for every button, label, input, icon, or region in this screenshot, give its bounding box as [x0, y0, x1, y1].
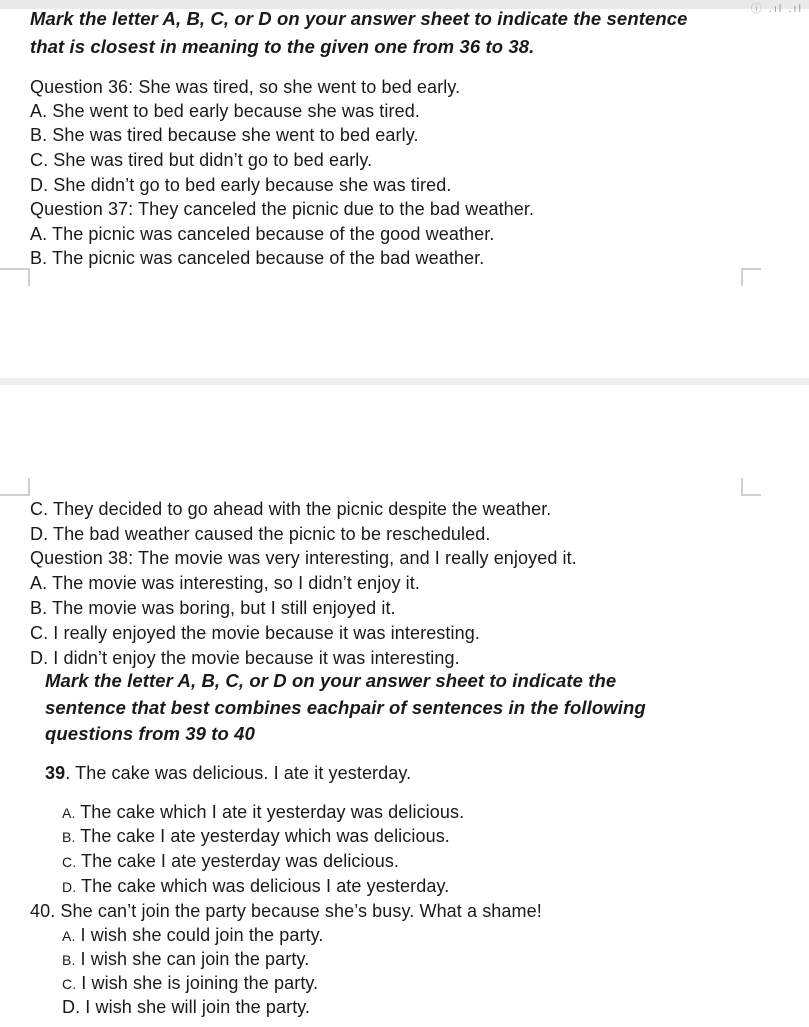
q39-option-d[interactable]: [62, 875, 449, 898]
q39-option-a[interactable]: [62, 801, 464, 824]
section2-instruction-line3: questions from 39 to 40: [45, 723, 255, 744]
option-letter: D.: [62, 879, 77, 895]
q40-option-d[interactable]: [62, 996, 310, 1018]
q40-option-a[interactable]: [62, 924, 324, 947]
q38-option-c[interactable]: C. I really enjoyed the movie because it was interesting.: [30, 623, 480, 643]
page-corner-mark: [741, 478, 761, 496]
option-letter: C.: [62, 976, 77, 992]
option-letter: A.: [62, 805, 76, 821]
q39-question: [45, 762, 411, 784]
page-corner-mark: [0, 478, 30, 496]
q38-option-a[interactable]: A. The movie was interesting, so I didn’t enjoy it.: [30, 573, 420, 593]
section2-instruction-line1: Mark the letter A, B, C, or D on your answer sheet to indicate the: [45, 670, 617, 691]
section1-instruction-line1: Mark the letter A, B, C, or D on your answer sheet to indicate the sentence: [30, 8, 688, 29]
option-text: I wish she could join the party.: [75, 925, 324, 945]
q36-option-d[interactable]: D. She didn’t go to bed early because she was tired.: [30, 175, 452, 195]
option-letter: C.: [62, 854, 77, 870]
page-corner-mark: [741, 268, 761, 286]
q40-option-b[interactable]: [62, 948, 309, 971]
q37-option-c[interactable]: C. They decided to go ahead with the picnic despite the weather.: [30, 499, 552, 519]
option-letter: D.: [62, 997, 81, 1017]
section2-instruction-line2: sentence that best combines eachpair of sentences in the following: [45, 697, 646, 718]
q37-option-b[interactable]: B. The picnic was canceled because of the bad weather.: [30, 248, 485, 268]
page-break: [0, 378, 809, 385]
q39-question-text: . The cake was delicious. I ate it yesterday.: [65, 763, 412, 783]
page-corner-mark: [0, 268, 30, 286]
q40-question: 40. She can’t join the party because she’s busy. What a shame!: [30, 901, 542, 921]
q36-option-a[interactable]: A. She went to bed early because she was tired.: [30, 101, 420, 121]
q37-question: Question 37: They canceled the picnic due to the bad weather.: [30, 199, 535, 219]
q38-question: Question 38: The movie was very interesting, and I really enjoyed it.: [30, 548, 577, 568]
option-text: The cake I ate yesterday was delicious.: [76, 851, 400, 871]
option-text: I wish she can join the party.: [75, 949, 310, 969]
q36-option-b[interactable]: B. She was tired because she went to bed early.: [30, 125, 419, 145]
q39-option-b[interactable]: [62, 825, 450, 848]
q38-option-d[interactable]: D. I didn’t enjoy the movie because it was interesting.: [30, 648, 460, 668]
option-text: I wish she is joining the party.: [76, 973, 319, 993]
option-text: The cake which I ate it yesterday was delicious.: [75, 802, 465, 822]
option-text: The cake which was delicious I ate yesterday.: [76, 876, 450, 896]
option-letter: A.: [62, 928, 76, 944]
option-text: I wish she will join the party.: [80, 997, 311, 1017]
section1-instruction-line2: that is closest in meaning to the given one from 36 to 38.: [30, 36, 535, 57]
option-letter: B.: [62, 829, 76, 845]
q38-option-b[interactable]: B. The movie was boring, but I still enjoyed it.: [30, 598, 396, 618]
option-text: The cake I ate yesterday which was delicious.: [75, 826, 450, 846]
q39-option-c[interactable]: [62, 850, 399, 873]
q39-number: 39: [45, 763, 66, 783]
q36-option-c[interactable]: C. She was tired but didn’t go to bed early.: [30, 150, 373, 170]
q40-option-c[interactable]: [62, 972, 318, 995]
status-bar-icons: ⓘ .ıl .ıl: [750, 3, 803, 15]
q37-option-a[interactable]: A. The picnic was canceled because of the good weather.: [30, 224, 495, 244]
q36-question: Question 36: She was tired, so she went to bed early.: [30, 77, 461, 97]
q37-option-d[interactable]: D. The bad weather caused the picnic to be rescheduled.: [30, 524, 491, 544]
option-letter: B.: [62, 952, 76, 968]
